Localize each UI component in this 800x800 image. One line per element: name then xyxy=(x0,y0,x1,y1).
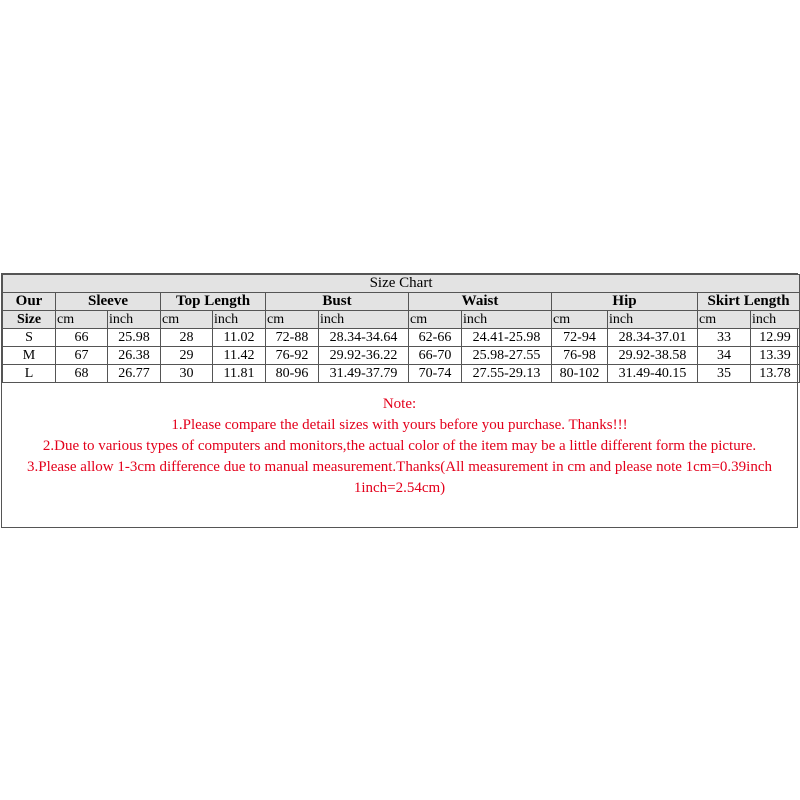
table-cell: 28.34-37.01 xyxy=(608,329,698,347)
size-table xyxy=(2,274,800,383)
unit-cell: cm xyxy=(409,311,462,329)
note-line-2: 2.Due to various types of computers and monitors,the actual color of the item may be a little different form the picture. xyxy=(42,438,757,454)
size-header-our: Our xyxy=(3,293,56,311)
unit-cell: cm xyxy=(552,311,608,329)
table-cell: 66-70 xyxy=(409,347,462,365)
note-heading: Note: xyxy=(382,396,417,412)
table-cell: 80-96 xyxy=(266,365,319,383)
table-cell: 12.99 xyxy=(751,329,800,347)
table-cell: 80-102 xyxy=(552,365,608,383)
table-cell: 28.34-34.64 xyxy=(319,329,409,347)
notes-section xyxy=(2,394,797,499)
table-row xyxy=(3,329,800,347)
table-cell: 11.42 xyxy=(213,347,266,365)
table-cell: 35 xyxy=(698,365,751,383)
table-cell: 30 xyxy=(161,365,213,383)
table-cell: 62-66 xyxy=(409,329,462,347)
table-cell: 24.41-25.98 xyxy=(462,329,552,347)
table-cell: 72-94 xyxy=(552,329,608,347)
table-cell: 31.49-37.79 xyxy=(319,365,409,383)
table-cell: 27.55-29.13 xyxy=(462,365,552,383)
group-header-hip: Hip xyxy=(552,293,698,311)
table-cell: 13.78 xyxy=(751,365,800,383)
size-cell: L xyxy=(3,365,56,383)
unit-cell: inch xyxy=(213,311,266,329)
unit-cell: inch xyxy=(108,311,161,329)
table-row xyxy=(3,347,800,365)
note-line-4: 1inch=2.54cm) xyxy=(353,480,446,496)
unit-cell: inch xyxy=(751,311,800,329)
group-header-skirt-length: Skirt Length xyxy=(698,293,800,311)
table-cell: 76-92 xyxy=(266,347,319,365)
table-cell: 31.49-40.15 xyxy=(608,365,698,383)
group-header-waist: Waist xyxy=(409,293,552,311)
unit-cell: cm xyxy=(266,311,319,329)
chart-title: Size Chart xyxy=(3,275,800,293)
table-cell: 28 xyxy=(161,329,213,347)
table-cell: 29 xyxy=(161,347,213,365)
size-cell: S xyxy=(3,329,56,347)
table-cell: 25.98-27.55 xyxy=(462,347,552,365)
table-row xyxy=(3,365,800,383)
note-line-1: 1.Please compare the detail sizes with yours before you purchase. Thanks!!! xyxy=(171,417,628,433)
group-header-sleeve: Sleeve xyxy=(56,293,161,311)
table-cell: 26.77 xyxy=(108,365,161,383)
table-cell: 76-98 xyxy=(552,347,608,365)
group-header-top-length: Top Length xyxy=(161,293,266,311)
table-cell: 11.81 xyxy=(213,365,266,383)
table-cell: 33 xyxy=(698,329,751,347)
size-header-size: Size xyxy=(3,311,56,329)
table-cell: 67 xyxy=(56,347,108,365)
note-line-3: 3.Please allow 1-3cm difference due to manual measurement.Thanks(All measurement in cm and please note 1cm=0.39inch xyxy=(26,459,773,475)
unit-cell: inch xyxy=(319,311,409,329)
unit-cell: cm xyxy=(56,311,108,329)
table-cell: 72-88 xyxy=(266,329,319,347)
unit-cell: inch xyxy=(462,311,552,329)
size-chart xyxy=(1,273,798,528)
unit-cell: cm xyxy=(698,311,751,329)
group-header-bust: Bust xyxy=(266,293,409,311)
unit-cell: cm xyxy=(161,311,213,329)
table-cell: 70-74 xyxy=(409,365,462,383)
unit-cell: inch xyxy=(608,311,698,329)
size-cell: M xyxy=(3,347,56,365)
table-cell: 13.39 xyxy=(751,347,800,365)
table-cell: 25.98 xyxy=(108,329,161,347)
table-cell: 68 xyxy=(56,365,108,383)
table-cell: 29.92-36.22 xyxy=(319,347,409,365)
table-cell: 34 xyxy=(698,347,751,365)
table-cell: 26.38 xyxy=(108,347,161,365)
table-cell: 66 xyxy=(56,329,108,347)
table-cell: 29.92-38.58 xyxy=(608,347,698,365)
table-cell: 11.02 xyxy=(213,329,266,347)
